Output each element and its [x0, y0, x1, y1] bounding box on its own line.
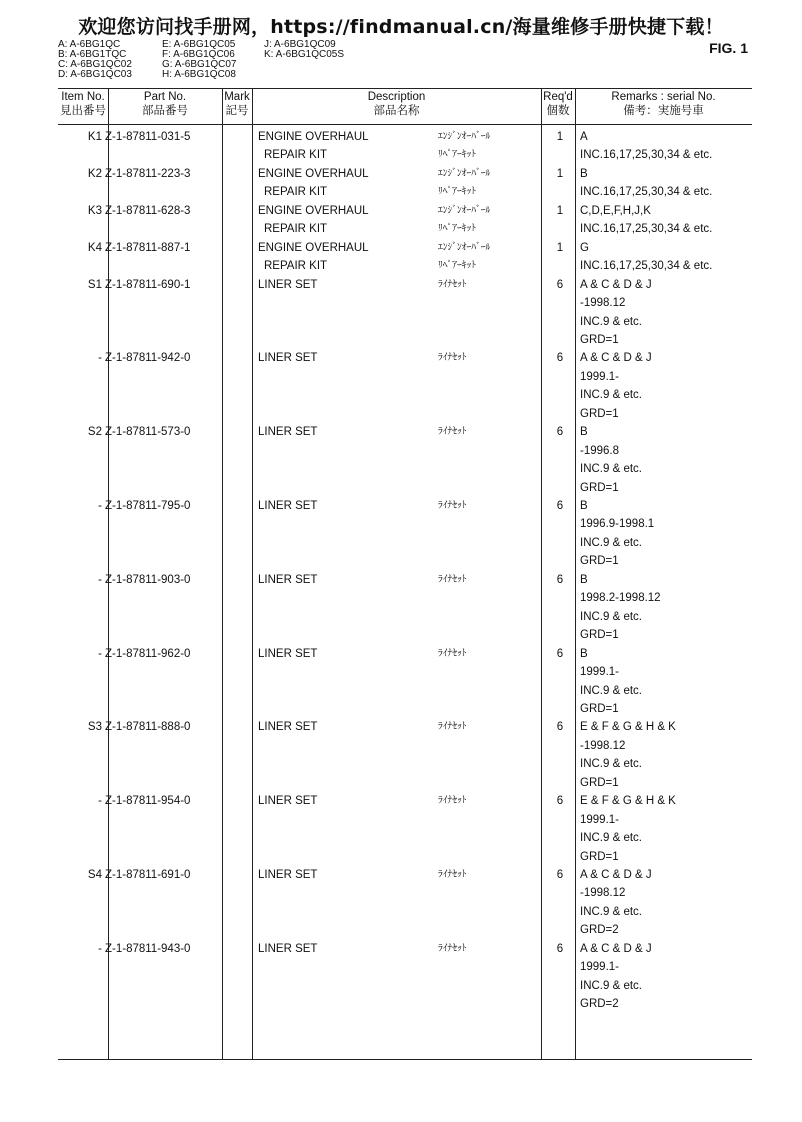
description-cell: REPAIR KIT	[264, 149, 328, 162]
description-cell: LINER SET	[258, 426, 318, 439]
item-no-cell: S1	[87, 278, 102, 291]
remarks-cell: B	[580, 500, 588, 512]
model-code: E: A-6BG1QC05	[162, 39, 236, 50]
part-no-cell: Z-1-87811-943-0	[105, 942, 191, 955]
remarks-cell: 1999.1-	[580, 370, 620, 383]
remarks-cell: 1999.1-	[580, 813, 620, 826]
katakana-name-cell: ﾗｲﾅｾｯﾄ	[438, 795, 467, 807]
part-no-cell: Z-1-87811-573-0	[105, 426, 191, 439]
item-no-cell: -	[98, 500, 102, 512]
remarks-cell: INC.9 & etc.	[580, 758, 642, 771]
description-cell: ENGINE OVERHAUL	[258, 167, 369, 180]
remarks-cell: INC.9 & etc.	[580, 832, 642, 845]
remarks-cell: A & C & D & J	[580, 352, 652, 365]
model-code: K: A-6BG1QC05S	[264, 49, 345, 60]
description-cell: ENGINE OVERHAUL	[258, 241, 369, 254]
remarks-cell: INC.9 & etc.	[580, 610, 642, 623]
part-no-cell: Z-1-87811-223-3	[105, 167, 191, 180]
figure-label: FIG. 1	[709, 40, 748, 56]
quantity-cell: 6	[556, 942, 564, 955]
description-cell: REPAIR KIT	[264, 223, 328, 236]
remarks-cell: A & C & D & J	[580, 278, 652, 291]
part-no-cell: Z-1-87811-795-0	[105, 500, 191, 512]
model-legend-col-2	[162, 40, 236, 80]
remarks-cell: GRD=1	[580, 407, 619, 420]
remarks-cell: INC.9 & etc.	[580, 389, 642, 402]
remarks-cell: GRD=1	[580, 629, 619, 642]
header-part-no: Part No. 部品番号	[142, 91, 188, 117]
column-divider	[222, 88, 223, 1060]
parts-table	[58, 88, 752, 1060]
quantity-cell: 1	[556, 167, 564, 180]
description-cell: LINER SET	[258, 721, 318, 734]
part-no-cell: Z-1-87811-691-0	[105, 869, 191, 881]
remarks-cell: INC.9 & etc.	[580, 684, 642, 697]
column-divider	[252, 88, 253, 1060]
remarks-cell: -1998.12	[580, 297, 626, 309]
remarks-cell: -1998.12	[580, 739, 626, 752]
table-top-rule	[58, 88, 752, 89]
remarks-cell: GRD=2	[580, 998, 619, 1011]
header-item-no: Item No. 見出番号	[60, 91, 106, 117]
item-no-cell: -	[98, 795, 102, 808]
item-no-cell: -	[98, 573, 102, 586]
katakana-name-cell: ﾗｲﾅｾｯﾄ	[438, 573, 467, 585]
quantity-cell: 6	[556, 352, 564, 365]
quantity-cell: 1	[556, 204, 564, 217]
remarks-cell: 1996.9-1998.1	[580, 518, 655, 531]
remarks-cell: B	[580, 647, 588, 660]
item-no-cell: -	[98, 352, 102, 365]
part-no-cell: Z-1-87811-962-0	[105, 647, 191, 660]
remarks-cell: INC.9 & etc.	[580, 536, 642, 549]
model-code: B: A-6BG1TQC	[58, 49, 127, 60]
katakana-name-cell: ﾗｲﾅｾｯﾄ	[438, 352, 467, 364]
header-mark: Mark 記号	[224, 91, 250, 117]
item-no-cell: K4	[87, 241, 102, 254]
item-no-cell: K3	[87, 204, 102, 217]
part-no-cell: Z-1-87811-942-0	[105, 352, 191, 365]
model-code: G: A-6BG1QC07	[162, 59, 237, 70]
quantity-cell: 6	[556, 426, 564, 439]
description-cell: LINER SET	[258, 795, 318, 808]
description-cell: REPAIR KIT	[264, 186, 328, 199]
description-cell: LINER SET	[258, 352, 318, 365]
part-no-cell: Z-1-87811-888-0	[105, 721, 191, 734]
remarks-cell: GRD=1	[580, 481, 619, 494]
remarks-cell: INC.9 & etc.	[580, 905, 642, 918]
remarks-cell: A	[580, 131, 588, 143]
header-reqd: Req'd 個数	[543, 91, 573, 117]
remarks-cell: GRD=1	[580, 333, 619, 346]
model-code: J: A-6BG1QC09	[264, 39, 336, 50]
remarks-cell: GRD=1	[580, 555, 619, 568]
remarks-cell: E & F & G & H & K	[580, 721, 676, 734]
part-no-cell: Z-1-87811-690-1	[105, 278, 191, 291]
description-cell: LINER SET	[258, 647, 318, 660]
quantity-cell: 6	[556, 573, 564, 586]
remarks-cell: B	[580, 426, 588, 439]
model-legend-col-3	[264, 40, 344, 60]
header-rule	[58, 124, 752, 125]
remarks-cell: INC.9 & etc.	[580, 315, 642, 328]
katakana-name-cell: ﾗｲﾅｾｯﾄ	[438, 426, 467, 438]
remarks-cell: INC.16,17,25,30,34 & etc.	[580, 149, 713, 162]
model-code: H: A-6BG1QC08	[162, 69, 236, 80]
remarks-cell: E & F & G & H & K	[580, 795, 676, 808]
model-code: A: A-6BG1QC	[58, 39, 121, 50]
model-code: C: A-6BG1QC02	[58, 59, 132, 70]
remarks-cell: INC.16,17,25,30,34 & etc.	[580, 186, 713, 199]
quantity-cell: 1	[556, 241, 564, 254]
quantity-cell: 6	[556, 795, 564, 808]
katakana-name-cell: ﾘﾍﾟｱｰｷｯﾄ	[438, 186, 477, 198]
quantity-cell: 6	[556, 647, 564, 660]
part-no-cell: Z-1-87811-031-5	[105, 131, 191, 143]
remarks-cell: 1998.2-1998.12	[580, 592, 661, 605]
column-divider	[575, 88, 576, 1060]
remarks-cell: B	[580, 167, 588, 180]
remarks-cell: INC.9 & etc.	[580, 979, 642, 992]
remarks-cell: GRD=2	[580, 924, 619, 937]
part-no-cell: Z-1-87811-628-3	[105, 204, 191, 217]
description-cell: LINER SET	[258, 278, 318, 291]
remarks-cell: INC.16,17,25,30,34 & etc.	[580, 223, 713, 236]
remarks-cell: 1999.1-	[580, 961, 620, 974]
remarks-cell: B	[580, 573, 588, 586]
part-no-cell: Z-1-87811-954-0	[105, 795, 191, 808]
description-cell: LINER SET	[258, 500, 318, 512]
column-divider	[541, 88, 542, 1060]
quantity-cell: 6	[556, 500, 564, 512]
remarks-cell: GRD=1	[580, 703, 619, 715]
part-no-cell: Z-1-87811-887-1	[105, 241, 191, 254]
katakana-name-cell: ﾗｲﾅｾｯﾄ	[438, 942, 467, 954]
katakana-name-cell: ｴﾝｼﾞﾝｵｰﾊﾞｰﾙ	[438, 131, 491, 142]
katakana-name-cell: ﾘﾍﾟｱｰｷｯﾄ	[438, 223, 477, 235]
remarks-cell: -1996.8	[580, 444, 620, 457]
header-description: Description 部品名称	[367, 91, 426, 117]
remarks-cell: INC.9 & etc.	[580, 463, 642, 476]
remarks-cell: -1998.12	[580, 887, 626, 900]
model-legend-col-1	[58, 40, 132, 80]
katakana-name-cell: ｴﾝｼﾞﾝｵｰﾊﾞｰﾙ	[438, 241, 491, 253]
katakana-name-cell: ｴﾝｼﾞﾝｵｰﾊﾞｰﾙ	[438, 167, 491, 179]
remarks-cell: A & C & D & J	[580, 942, 652, 955]
header-remarks: Remarks : serial No. 備考：実施号車	[611, 91, 716, 117]
katakana-name-cell: ｴﾝｼﾞﾝｵｰﾊﾞｰﾙ	[438, 204, 491, 216]
description-cell: LINER SET	[258, 942, 318, 955]
katakana-name-cell: ﾗｲﾅｾｯﾄ	[438, 869, 467, 880]
item-no-cell: S4	[87, 869, 102, 881]
table-bottom-rule	[58, 1059, 752, 1060]
katakana-name-cell: ﾗｲﾅｾｯﾄ	[438, 500, 467, 511]
item-no-cell: K2	[87, 167, 102, 180]
part-no-cell: Z-1-87811-903-0	[105, 573, 191, 586]
model-code: D: A-6BG1QC03	[58, 69, 132, 80]
item-no-cell: -	[98, 942, 102, 955]
remarks-cell: GRD=1	[580, 776, 619, 789]
item-no-cell: K1	[87, 131, 102, 143]
model-code: F: A-6BG1QC06	[162, 49, 235, 60]
quantity-cell: 6	[556, 278, 564, 291]
description-cell: LINER SET	[258, 573, 318, 586]
katakana-name-cell: ﾘﾍﾟｱｰｷｯﾄ	[438, 149, 477, 161]
quantity-cell: 6	[556, 869, 564, 881]
quantity-cell: 6	[556, 721, 564, 734]
remarks-cell: GRD=1	[580, 850, 619, 863]
remarks-cell: C,D,E,F,H,J,K	[580, 204, 651, 217]
description-cell: ENGINE OVERHAUL	[258, 131, 369, 143]
katakana-name-cell: ﾘﾍﾟｱｰｷｯﾄ	[438, 260, 477, 272]
item-no-cell: S3	[87, 721, 102, 734]
site-banner: 欢迎您访问找手册网，https://findmanual.cn/海量维修手册快捷下载！	[78, 16, 724, 38]
remarks-cell: G	[580, 241, 589, 254]
item-no-cell: S2	[87, 426, 102, 439]
description-cell: REPAIR KIT	[264, 260, 328, 273]
remarks-cell: 1999.1-	[580, 666, 620, 679]
remarks-cell: A & C & D & J	[580, 869, 652, 881]
description-cell: ENGINE OVERHAUL	[258, 204, 369, 217]
katakana-name-cell: ﾗｲﾅｾｯﾄ	[438, 721, 467, 733]
description-cell: LINER SET	[258, 869, 318, 881]
quantity-cell: 1	[556, 131, 564, 143]
katakana-name-cell: ﾗｲﾅｾｯﾄ	[438, 278, 467, 290]
item-no-cell: -	[98, 647, 102, 660]
katakana-name-cell: ﾗｲﾅｾｯﾄ	[438, 647, 467, 659]
remarks-cell: INC.16,17,25,30,34 & etc.	[580, 260, 713, 273]
